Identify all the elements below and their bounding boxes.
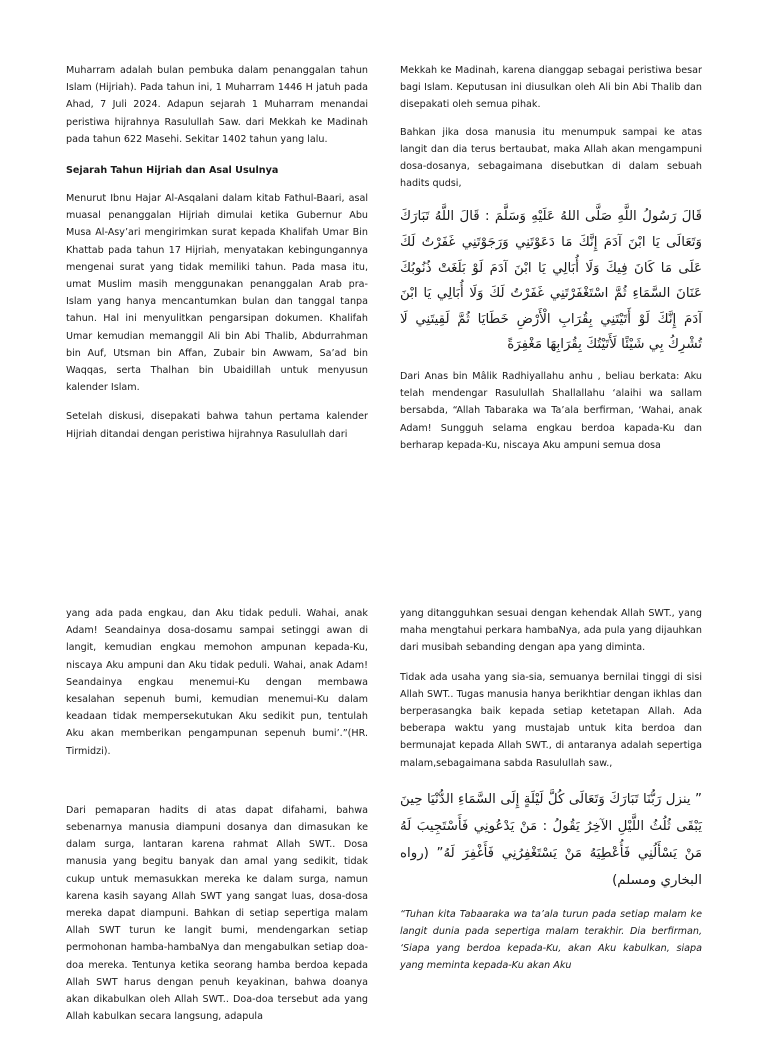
- page1-left-column: [66, 62, 368, 455]
- night-hadith-translation: “Tuhan kita Tabaaraka wa ta’ala turun pada setiap malam ke langit dunia pada sepertiga malam terakhir. Dia berfirman, ‘Siapa yang berdoa kepada-Ku, akan Aku kabulkan, siapa yang meminta kepada-Ku akan Aku: [400, 908, 702, 972]
- forgiveness-paragraph: Bahkan jika dosa manusia itu menumpuk sampai ke atas langit dan dia terus bertaubat, maka Allah akan mengampuni dosa-dosanya, sebagaimana disebutkan di dalam sebuah hadits qudsi,: [400, 126, 702, 190]
- translation-continued-paragraph: yang ada pada engkau, dan Aku tidak peduli. Wahai, anak Adam! Seandainya dosa-dosamu sampai setinggi awan di langit, kemudian engkau memohon ampunan kepada-Ku, niscaya Aku ampuni dan Aku tidak peduli. Wahai, anak Adam! Seandainya engkau menemui-Ku dengan membawa kesalahan sepenuh bumi, kemudian menemui-Ku dalam keadaan tidak mempersekutukan Aku sedikit pun, tentulah Aku akan memberikan pengampunan sepenuh bumi’.”(HR. Tirmidzi).: [66, 608, 368, 757]
- intro-paragraph: Muharram adalah bulan pembuka dalam penanggalan tahun Islam (Hijriah). Pada tahun ini, 1 Muharram 1446 H jatuh pada Ahad, 7 Juli 2024. Adapun sejarah 1 Muharram menandai peristiwa hijrahnya Rasulullah Saw. dari Mekkah ke Madinah pada tahun 622 Masehi. Sekitar 1402 tahun yang lalu.: [66, 65, 368, 145]
- arabic-hadith-night: ” ينزل رَبُّنَا تَبَارَكَ وَتَعَالَى كُلَّ لَيْلَةٍ إِلَى السَّمَاءِ الدُّنْيَا حِينَ يَبْقَى ثُلُثُ اللَّيْلِ الآخِرُ يَقُولُ : مَنْ يَدْعُونِي فَأَسْتَجِيبَ لَهُ مَنْ يَسْأَلُنِي فَأُعْطِيَهُ مَنْ يَسْتَغْفِرُنِي فَأَغْفِرَ لَهُ” (رواه البخاري ومسلم): [400, 791, 702, 888]
- agreement-paragraph: Setelah diskusi, disepakati bahwa tahun pertama kalender Hijriah ditandai dengan peristiwa hijrahnya Rasulullah dari: [66, 411, 368, 440]
- page-gap: [0, 488, 768, 596]
- document-page-1: [0, 0, 768, 488]
- section-heading: Sejarah Tahun Hijriah dan Asal Usulnya: [66, 165, 279, 177]
- hijrah-paragraph: Mekkah ke Madinah, karena dianggap sebagai peristiwa besar bagi Islam. Keputusan ini diusulkan oleh Ali bin Abi Thalib dan disepakati oleh semua pihak.: [400, 65, 702, 111]
- deferred-paragraph: yang ditangguhkan sesuai dengan kehendak Allah SWT., yang maha mengtahui perkara hambaNya, ada pula yang dijauhkan dari musibah sebanding dengan apa yang diminta.: [400, 608, 702, 654]
- explanation-paragraph: Dari pemaparan hadits di atas dapat difahami, bahwa sebenarnya manusia diampuni dosanya dan dimasukan ke dalam surga, lantaran karena rahmat Allah SWT.. Dosa manusia yang begitu banyak dan amal yang sedikit, tidak cukup untuk memasukkan mereka ke dalam surga, namun karena kasih sayang Allah SWT yang sangat luas, dosa-dosa mereka dapat diampuni. Bahkan di setiap sepertiga malam Allah SWT turun ke langit bumi, mendengarkan setiap permohonan hamba-hambaNya dan mengabulkan setiap doa-doa mereka. Tentunya ketika seorang hamba berdoa kepada Allah SWT harus dengan penuh keyakinan, bahwa doanya akan dikabulkan oleh Allah SWT.. Doa-doa tersebut ada yang Allah kabulkan secara langsung, adapula: [66, 804, 368, 1023]
- effort-paragraph: Tidak ada usaha yang sia-sia, semuanya bernilai tinggi di sisi Allah SWT.. Tugas manusia hanya berikhtiar dengan ikhlas dan berperasangka baik kepada setiap ketetapan Allah. Ada beberapa waktu yang mustajab untuk kita berdoa dan bermunajat kepada Allah SWT., di antaranya adalah sepertiga malam,sebagaimana sabda Rasulullah saw.,: [400, 671, 702, 769]
- page2-left-column: [66, 605, 368, 1037]
- arabic-hadith-qudsi: قَالَ رَسُولُ اللَّهِ صَلَّى اللهُ عَلَيْهِ وَسَلَّمَ : قَالَ اللَّهُ تَبَارَكَ وَتَعَالَى يَا ابْنَ آدَمَ إِنَّكَ مَا دَعَوْتَنِي وَرَجَوْتَنِي غَفَرْتُ لَكَ عَلَى مَا كَانَ فِيكَ وَلَا أُبَالِي يَا ابْنَ آدَمَ لَوْ بَلَغَتْ ذُنُوبُكَ عَنَانَ السَّمَاءِ ثُمَّ اسْتَغْفَرْتَنِي غَفَرْتُ لَكَ وَلَا أُبَالِي يَا ابْنَ آدَمَ إِنَّكَ لَوْ أَتَيْتَنِي بِقُرَابِ الْأَرْضِ خَطَايَا ثُمَّ لَقِيتَنِي لَا تُشْرِكُ بِي شَيْئًا لَأَتَيْتُكَ بِقُرَابِهَا مَغْفِرَةً: [400, 209, 702, 353]
- paragraph-spacer: [66, 772, 368, 802]
- hadith-translation-paragraph: Dari Anas bin Mâlik Radhiyallahu anhu , beliau berkata: Aku telah mendengar Rasulullah Shallallahu ‘alaihi wa sallam bersabda, “Allah Tabaraka wa Ta’ala berfirman, ‘Wahai, anak Adam! Sungguh selama engkau berdoa kapada-Ku dan berharap kepada-Ku, niscaya Aku ampuni semua dosa: [400, 370, 702, 451]
- page1-right-column: [400, 62, 702, 466]
- page2-right-column: [400, 605, 702, 987]
- history-paragraph: Menurut Ibnu Hajar Al-Asqalani dalam kitab Fathul-Baari, asal muasal penanggalan Hijriah dimulai ketika Gubernur Abu Musa Al-Asy’ari mengirimkan surat kepada Khalifah Umar Bin Khattab pada tahun 17 Hijriah, menyatakan kebingungannya mengenai surat yang tidak memiliki tahun. Pada masa itu, umat Muslim masih menggunakan penanggalan Arab pra-Islam yang hanya mencantumkan bulan dan tanggal tanpa tahun. Hal ini menyulitkan pengarsipan dokumen. Khalifah Umar kemudian memanggil Ali bin Abi Thalib, Abdurrahman bin Auf, Utsman bin Affan, Zubair bin Awwam, Sa’ad bin Waqqas, serta Thalhan bin Ubaidillah untuk menyusun kalender Islam.: [66, 193, 368, 394]
